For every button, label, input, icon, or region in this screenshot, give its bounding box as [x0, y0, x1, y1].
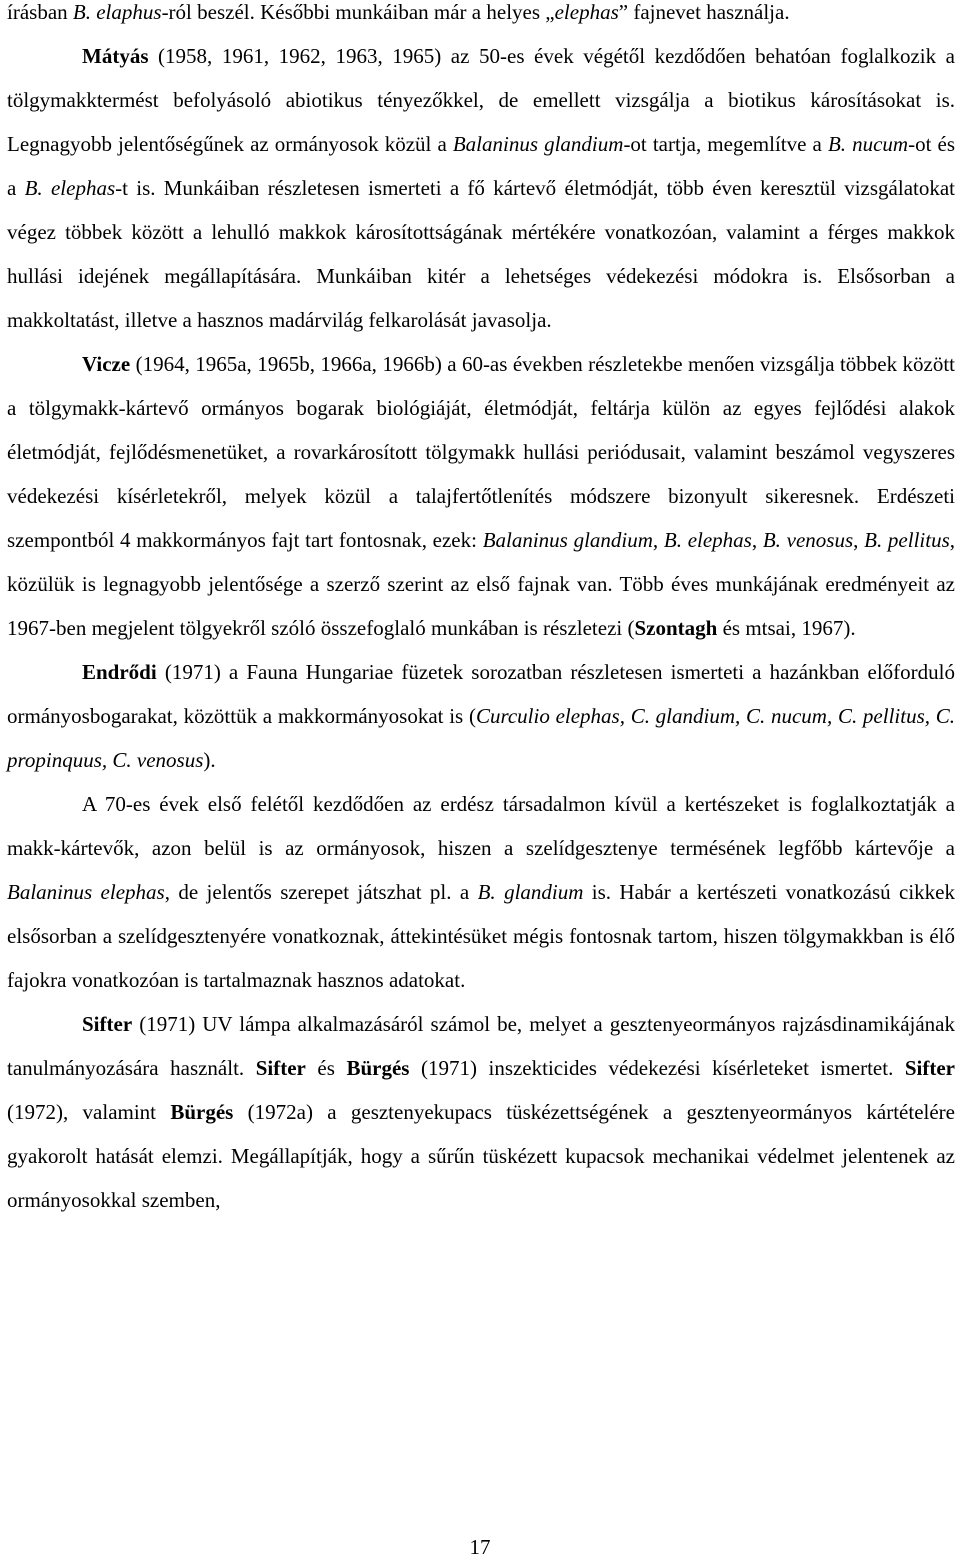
body-text — [7, 0, 955, 1222]
text-run: (1964, 1965a, 1965b, 1966a, 1966b) a 60-as években részletekbe menően vizsgálja többek között a tölgymakk-kártevő ormányos bogarak biológiáját, életmódját, feltárja külön az egyes fejlődési alakok életmódját, fejlődésmenetüket, a rovarkárosított tölgymakk hullási periódusait, valamint beszámol vegyszeres védekezési kísérletekről, melyek közül a talajfertőtlenítés módszere bizonyult sikeresnek. Erdészeti szempontból 4 makkormányos fajt tart fontosnak, ezek: — [7, 352, 955, 552]
text-run: , de jelentős szerepet játszhat pl. a — [164, 880, 478, 904]
text-run: (1971) UV lámpa alkalmazásáról számol be, melyet a gesztenyeormányos rajzásdinamikájának tanulmányozására használt. — [7, 1012, 955, 1080]
text-run: -ot és a — [7, 132, 955, 200]
species-name: Curculio elephas, C. glandium, C. nucum, C. pellitus, C. propinquus, C. venosus — [7, 704, 955, 772]
author-name: Mátyás — [82, 44, 149, 68]
text-run: (1958, 1961, 1962, 1963, 1965) az 50-es évek végétől kezdődően behatóan foglalkozik a tölgymakktermést befolyásoló abiotikus tényezőkkel, de emellett vizsgálja a biotikus károsításokat is. Legnagyobb jelentőségűnek az ormányosok közül a — [7, 44, 955, 156]
text-run: , közülük is legnagyobb jelentősége a szerző szerint az első fajnak van. Több éves munkájának eredményeit az 1967-ben megjelent tölgyekről szóló összefoglaló munkában is részletezi ( — [7, 528, 956, 640]
text-run: és mtsai, 1967). — [717, 616, 856, 640]
species-name: B. glandium — [477, 880, 584, 904]
text-run: írásban — [7, 0, 73, 24]
text-run: (1971) inszekticides védekezési kísérleteket ismertet. — [409, 1056, 905, 1080]
species-name: B. nucum — [827, 132, 909, 156]
species-name: B. elaphus — [72, 0, 162, 24]
species-name: Balaninus glandium — [482, 528, 653, 552]
species-name: Balaninus glandium — [452, 132, 624, 156]
species-name: B. elephas — [663, 528, 752, 552]
paragraph — [7, 34, 955, 342]
text-run: , — [652, 528, 664, 552]
paragraph — [7, 0, 955, 34]
species-name: elephas — [554, 0, 619, 24]
author-name: Sifter — [255, 1056, 306, 1080]
text-run: (1972), valamint — [7, 1100, 171, 1124]
author-name: Vicze — [82, 352, 131, 376]
author-name: Szontagh — [634, 616, 718, 640]
text-run: , — [853, 528, 865, 552]
paragraph — [7, 1002, 955, 1222]
text-run: ). — [203, 748, 216, 772]
species-name: B. venosus — [762, 528, 854, 552]
text-run: , — [751, 528, 763, 552]
text-run: (1972a) a gesztenyekupacs tüskézettségének a gesztenyeormányos kártételére gyakorolt hatását elemzi. Megállapítják, hogy a sűrűn tüskézett kupacsok mechanikai védelmet jelentenek az ormányosokkal szemben, — [7, 1100, 955, 1212]
text-run: és — [305, 1056, 347, 1080]
text-run: A 70-es évek első felétől kezdődően az erdész társadalmon kívül a kertészeket is foglalkoztatják a makk-kártevők, azon belül is az ormányosok, hiszen a szelídgesztenye termésének legfőbb kártevője a — [7, 792, 955, 860]
text-run: is. Habár a kertészeti vonatkozású cikkek elsősorban a szelídgesztenyére vonatkoznak, áttekintésüket mégis fontosnak tartom, hiszen tölgymakkban is élő fajokra vonatkozóan is tartalmaznak hasznos adatokat. — [7, 880, 955, 992]
document-page — [7, 0, 955, 1563]
author-name: Sifter — [904, 1056, 956, 1080]
species-name: Balaninus elephas — [7, 880, 165, 904]
text-run: (1971) a Fauna Hungariae füzetek sorozatban részletesen ismerteti a hazánkban előforduló ormányosbogarakat, közöttük a makkormányosokat is ( — [7, 660, 955, 728]
page-number: 17 — [469, 1535, 491, 1559]
text-run: -ot tartja, megemlítve a — [623, 132, 828, 156]
author-name: Bürgés — [346, 1056, 410, 1080]
text-run: -ról beszél. Későbbi munkáiban már a helyes „ — [161, 0, 555, 24]
author-name: Sifter — [82, 1012, 133, 1036]
paragraph — [7, 650, 955, 782]
text-run: ” fajnevet használja. — [618, 0, 790, 24]
paragraph — [7, 782, 955, 1002]
text-run: -t is. Munkáiban részletesen ismerteti a fő kártevő életmódját, több éven keresztül vizsgálatokat végez többek között a lehulló makkok károsítottságának mértékére vonatkozóan, valamint a férges makkok hullási idejének megállapítására. Munkáiban kitér a lehetséges védekezési módokra is. Elsősorban a makkoltatást, illetve a hasznos madárvilág felkarolását javasolja. — [7, 176, 956, 332]
author-name: Bürgés — [170, 1100, 234, 1124]
paragraph — [7, 342, 955, 650]
species-name: B. elephas — [24, 176, 116, 200]
author-name: Endrődi — [82, 660, 157, 684]
species-name: B. pellitus — [864, 528, 950, 552]
